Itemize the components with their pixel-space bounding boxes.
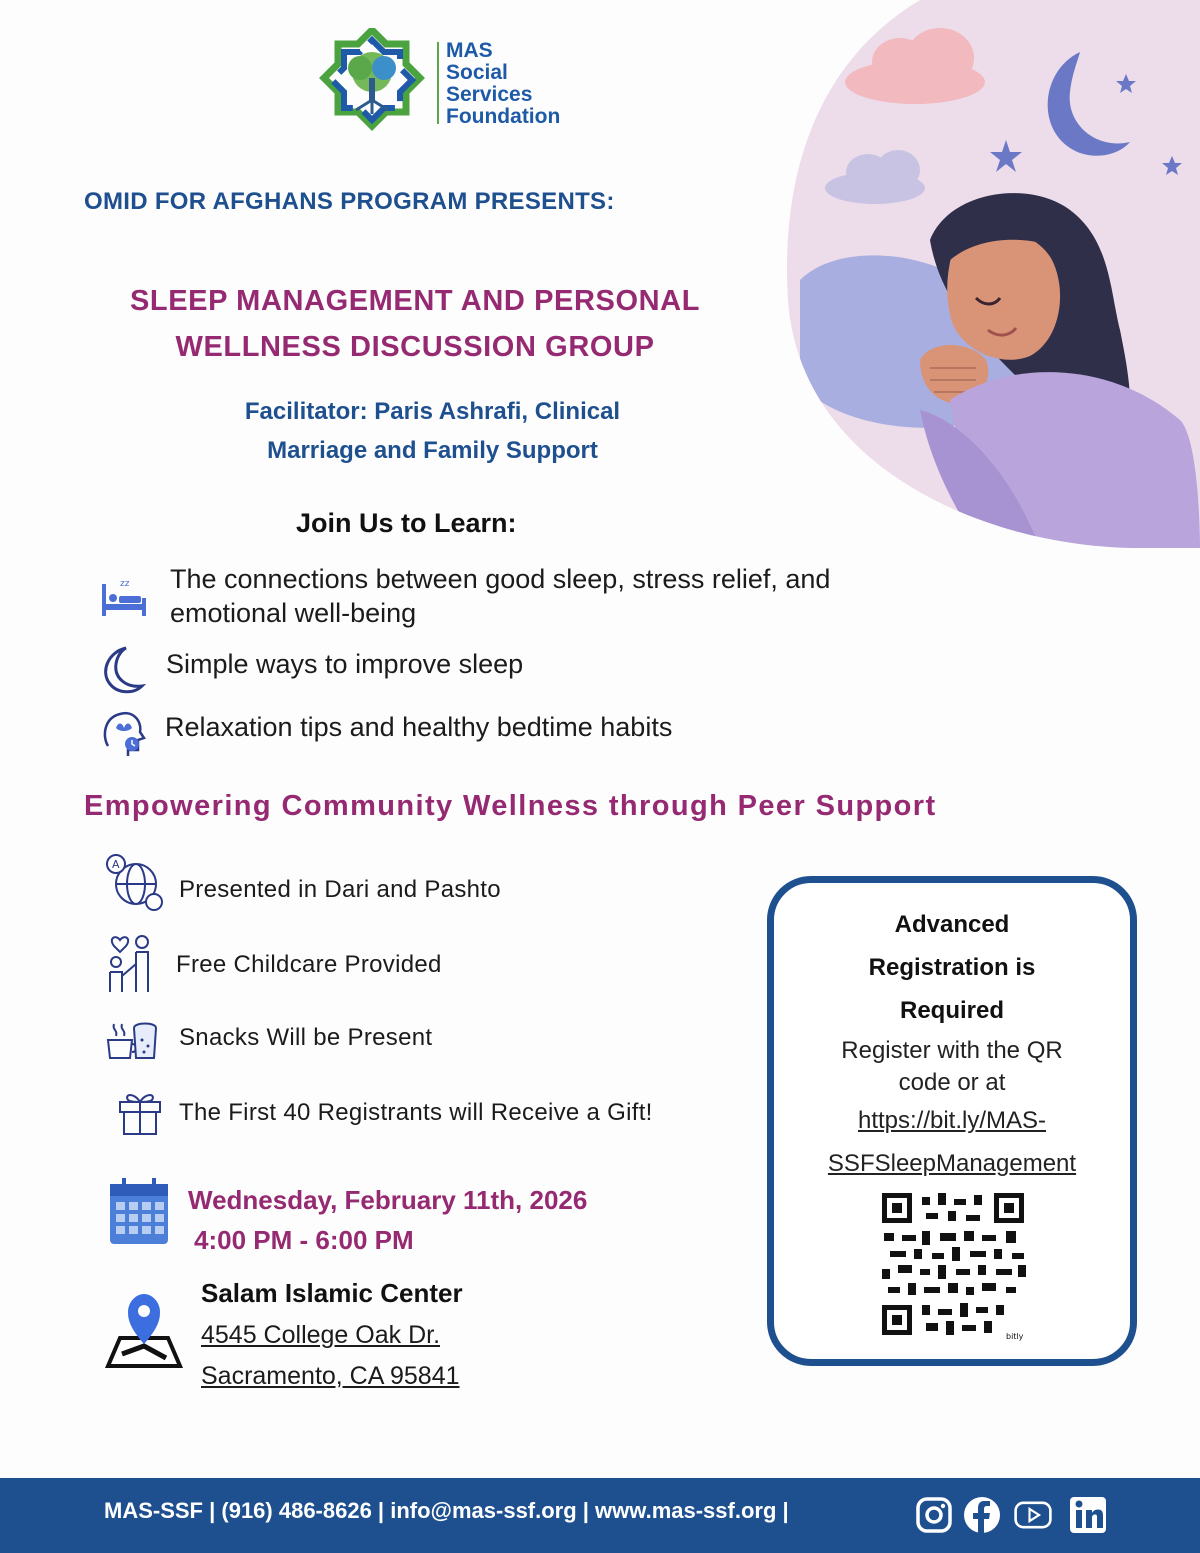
registration-head-1: Advanced <box>894 911 1010 938</box>
learn-item-1-line-2: emotional well-being <box>170 598 417 628</box>
registration-heading <box>774 903 1130 1032</box>
event-datetime <box>188 1180 587 1260</box>
registration-box <box>767 876 1137 1366</box>
title-line-1: SLEEP MANAGEMENT AND PERSONAL <box>129 285 701 317</box>
youtube-icon[interactable] <box>1013 1495 1053 1535</box>
tagline: Empowering Community Wellness through Peer Support <box>84 790 937 822</box>
sleeping-woman-illustration <box>780 0 1200 548</box>
qr-code-icon[interactable] <box>882 1193 1030 1341</box>
logo-line-4: Foundation <box>446 105 561 128</box>
venue-address-line-2[interactable]: Sacramento, CA 95841 <box>201 1362 460 1390</box>
registration-instructions <box>774 1035 1130 1099</box>
learn-item: Relaxation tips and healthy bedtime habits <box>165 712 673 742</box>
registration-link-2[interactable]: SSFSleepManagement <box>827 1150 1077 1177</box>
learn-item-1-line-1: The connections between good sleep, stress relief, and <box>170 564 831 594</box>
svg-text:A: A <box>112 858 120 871</box>
registration-sub-2: code or at <box>898 1069 1006 1096</box>
logo-line-1: MAS <box>446 39 493 62</box>
logo-wordmark <box>446 40 560 128</box>
childcare-icon <box>102 932 158 996</box>
qr-badge: bitly <box>1006 1332 1024 1341</box>
learn-heading: Join Us to Learn: <box>296 508 517 538</box>
logo-divider <box>437 42 439 124</box>
footer-contact: MAS-SSF | (916) 486-8626 | info@mas-ssf.org | www.mas-ssf.org | <box>104 1498 789 1523</box>
venue-name: Salam Islamic Center <box>201 1278 463 1308</box>
svg-text:zz: zz <box>120 579 130 589</box>
bed-sleep-icon <box>98 572 150 624</box>
feature-snacks: Snacks Will be Present <box>179 1024 433 1051</box>
event-time: 4:00 PM - 6:00 PM <box>194 1225 414 1255</box>
learn-item <box>170 562 830 630</box>
gift-icon <box>116 1088 164 1136</box>
footer <box>0 1478 1200 1553</box>
crescent-moon-icon <box>96 644 148 696</box>
event-title <box>40 278 790 370</box>
learn-item: Simple ways to improve sleep <box>166 649 524 679</box>
mind-relaxation-icon <box>98 706 150 758</box>
instagram-icon[interactable] <box>914 1495 954 1535</box>
calendar-icon <box>108 1176 170 1246</box>
title-line-2: WELLNESS DISCUSSION GROUP <box>175 331 655 363</box>
mas-logo-icon <box>312 28 432 138</box>
registration-link[interactable] <box>774 1099 1130 1185</box>
registration-head-2: Registration is <box>868 954 1036 981</box>
location-pin-icon <box>104 1292 184 1370</box>
program-presents: OMID FOR AFGHANS PROGRAM PRESENTS: <box>84 188 615 215</box>
feature-gift: The First 40 Registrants will Receive a Gift! <box>179 1099 653 1126</box>
feature-language: Presented in Dari and Pashto <box>179 876 501 903</box>
snacks-icon <box>104 1018 160 1062</box>
language-globe-icon <box>104 852 164 912</box>
event-date: Wednesday, February 11th, 2026 <box>188 1185 588 1215</box>
linkedin-icon[interactable] <box>1068 1495 1108 1535</box>
facebook-icon[interactable] <box>962 1495 1002 1535</box>
facilitator-line-2: Marriage and Family Support <box>267 437 598 464</box>
venue-address-line-1[interactable]: 4545 College Oak Dr. <box>201 1321 441 1349</box>
logo-line-2: Social <box>446 61 508 84</box>
logo-line-3: Services <box>446 83 533 106</box>
registration-head-3: Required <box>899 997 1004 1024</box>
feature-childcare: Free Childcare Provided <box>176 951 442 978</box>
registration-sub-1: Register with the QR <box>841 1037 1063 1064</box>
registration-link-1[interactable]: https://bit.ly/MAS- <box>857 1107 1047 1134</box>
facilitator <box>150 392 715 470</box>
facilitator-line-1: Facilitator: Paris Ashrafi, Clinical <box>244 398 621 425</box>
